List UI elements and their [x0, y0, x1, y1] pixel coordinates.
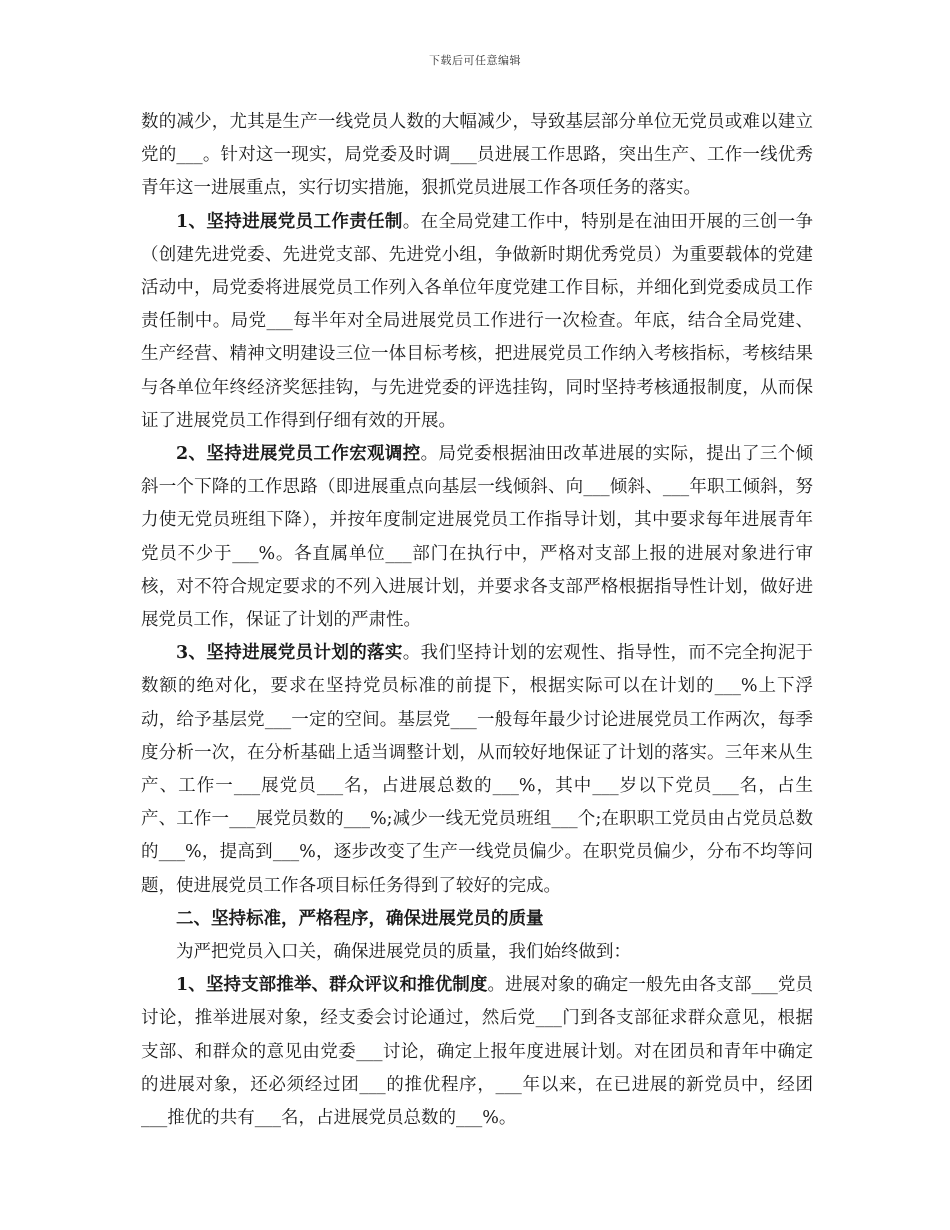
document-body [141, 106, 813, 1135]
page-header: 下载后可任意编辑 [429, 54, 521, 67]
paragraph-intro [141, 936, 813, 969]
paragraph-text: 。局党委根据油田改革进展的实际，提出了三个倾斜一个下降的工作思路（即进展重点向基层一线倾斜、向___倾斜、___年职工倾斜，努力使无党员班组下降），并按年度制定进展党员工作指导计划，其中要求每年进展青年党员不少于___%。各直属单位___部门在执行中，严格对支部上报的进展对象进行审核，对不符合规定要求的不列入进展计划，并要求各支部严格根据指导性计划，做好进展党员工作，保证了计划的严肃性。 [141, 444, 813, 631]
paragraph-item-recommendation [141, 969, 813, 1135]
paragraph-text: 数的减少，尤其是生产一线党员人数的大幅减少，导致基层部分单位无党员或难以建立党的___。针对这一现实，局党委及时调___员进展工作思路，突出生产、工作一线优秀青年这一进展重点，实行切实措施，狠抓党员进展工作各项任务的落实。 [141, 112, 813, 199]
paragraph-lead: 2、坚持进展党员工作宏观调控 [176, 444, 421, 465]
paragraph-lead: 1、坚持进展党员工作责任制 [176, 211, 403, 232]
paragraph-item-macro-control [141, 438, 813, 637]
paragraph-text: 。我们坚持计划的宏观性、指导性，而不完全拘泥于数额的绝对化，要求在坚持党员标准的前提下，根据实际可以在计划的___%上下浮动，给予基层党___一定的空间。基层党___一般每年最少讨论进展党员工作两次，每季度分析一次，在分析基础上适当调整计划，从而较好地保证了计划的落实。三年来从生产、工作一___展党员___名，占进展总数的___%，其中___岁以下党员___名，占生产、工作一___展党员数的___%;减少一线无党员班组___个;在职职工党员由占党员总数的___%，提高到___%，逐步改变了生产一线党员偏少。在职党员偏少，分布不均等问题，使进展党员工作各项目标任务得到了较好的完成。 [141, 643, 813, 896]
paragraph-text: 。进展对象的确定一般先由各支部___党员讨论，推举进展对象，经支委会讨论通过，然后党___门到各支部征求群众意见，根据支部、和群众的意见由党委___讨论，确定上报年度进展计划。对在团员和青年中确定的进展对象，还必须经过团___的推优程序，___年以来，在已进展的新党员中，经团___推优的共有___名，占进展党员总数的___%。 [141, 975, 813, 1129]
paragraph-item-responsibility [141, 206, 813, 438]
paragraph-continuation [141, 106, 813, 206]
paragraph-item-plan-implementation [141, 637, 813, 903]
section-heading [141, 903, 813, 936]
section-heading-text: 二、坚持标准，严格程序，确保进展党员的质量 [176, 908, 544, 929]
paragraph-text: 。在全局党建工作中，特别是在油田开展的三创一争（创建先进党委、先进党支部、先进党小组，争做新时期优秀党员）为重要载体的党建活动中，局党委将进展党员工作列入各单位年度党建工作目标，并细化到党委成员工作责任制中。局党___每半年对全局进展党员工作进行一次检查。年底，结合全局党建、生产经营、精神文明建设三位一体目标考核，把进展党员工作纳入考核指标，考核结果与各单位年终经济奖惩挂钩，与先进党委的评选挂钩，同时坚持考核通报制度，从而保证了进展党员工作得到仔细有效的开展。 [141, 211, 813, 431]
paragraph-lead: 1、坚持支部推举、群众评议和推优制度 [176, 975, 488, 996]
paragraph-lead: 3、坚持进展党员计划的落实 [176, 643, 403, 664]
paragraph-text: 为严把党员入口关，确保进展党员的质量，我们始终做到： [176, 942, 631, 963]
